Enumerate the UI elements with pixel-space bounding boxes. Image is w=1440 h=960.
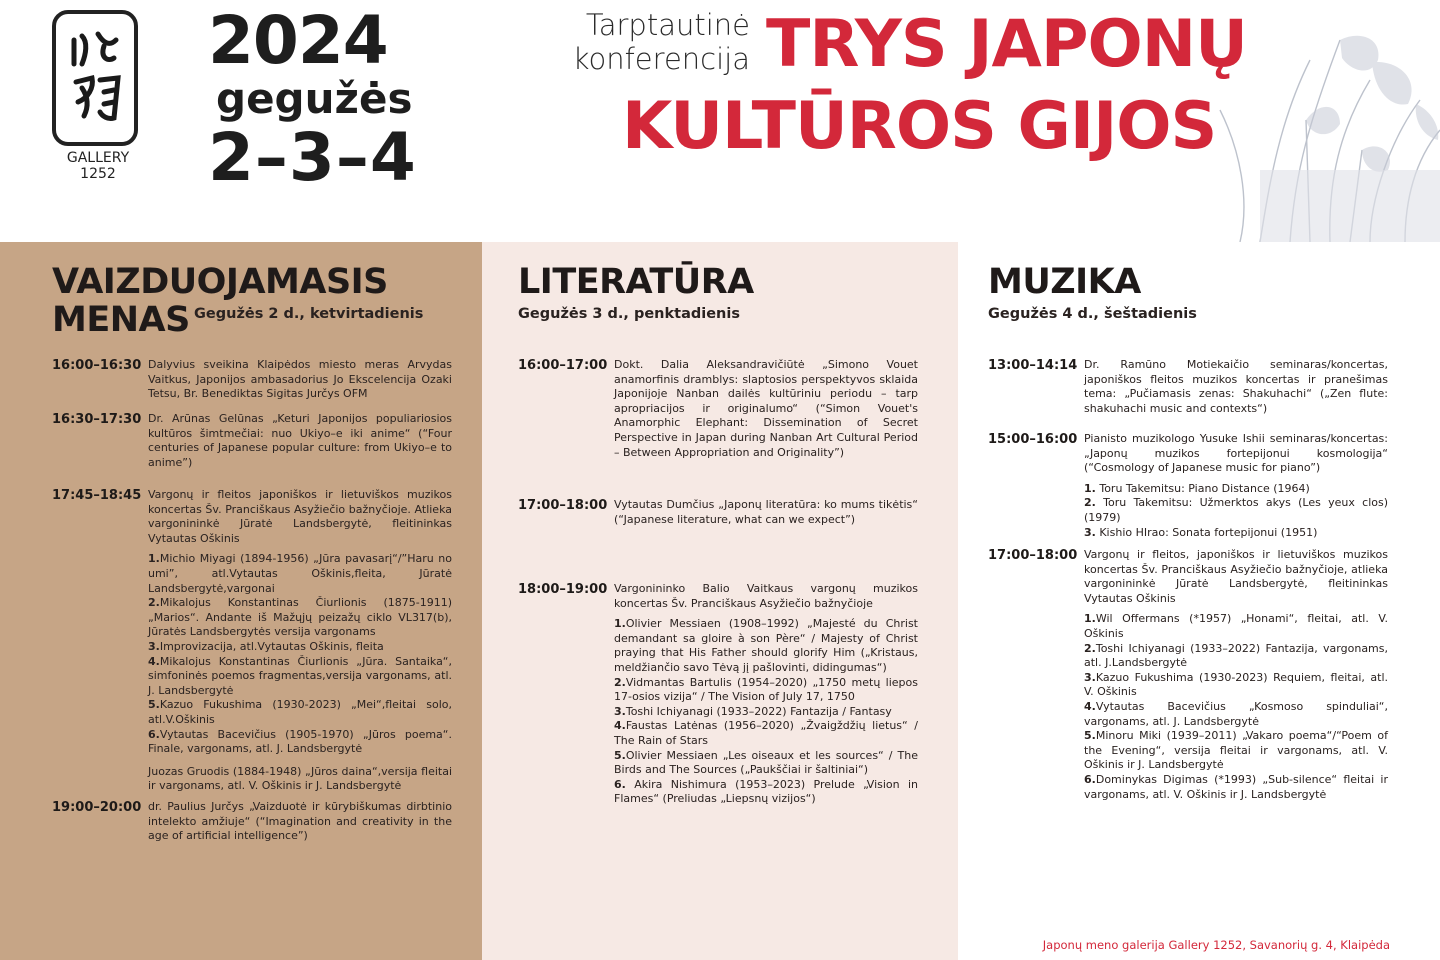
program-item: 3.Improvizacija, atl.Vytautas Oškinis, fleita: [148, 639, 384, 653]
slot-description: Vytautas Dumčius „Japonų literatūra: ko mums tikėtis“ (“Japanese literature, what can we expect”): [614, 498, 918, 526]
program-item: 3.Kazuo Fukushima (1930-2023) Requiem, fleitai, atl. V. Oškinis: [1084, 670, 1388, 699]
slot-description: Dalyvius sveikina Klaipėdos miesto meras Arvydas Vaitkus, Japonijos ambasadorius Jo Ekscelencija Ozaki Tetsu, Br. Benediktas Sigitas Jurčys OFM: [148, 358, 452, 401]
venue-address: Japonų meno galerija Gallery 1252, Savanorių g. 4, Klaipėda: [1042, 938, 1390, 952]
program-item: 2.Vidmantas Bartulis (1954–2020) „1750 metų liepos 17-osios vizija“ / The Vision of July 17, 1750: [614, 675, 918, 704]
slot-description: Dokt. Dalia Aleksandravičiūtė „Simono Vouet anamorfinis dramblys: slaptosios perspektyvos sklaida Japonijoje Nanban dailės kultūriniu periodu – tarp apropriacijos ir originalumo“ (“Simon Vouet's Anamorphic Elephant: Dissemination of Secret Perspective in Japan during Nanban Art Cultural Period – Between Appropriation and Originality”): [614, 358, 918, 459]
event-dates: [208, 2, 417, 196]
program-extra: Juozas Gruodis (1884-1948) „Jūros daina“,versija fleitai ir vargonams, atl. V. Oškinis ir J. Landsbergytė: [148, 764, 452, 793]
gallery-logo: [52, 10, 138, 146]
slot-description: Dr. Arūnas Gelūnas „Keturi Japonijos populiariosios kultūros šimtmečiai: nuo Ukiyo–e iki anime“ (“Four centuries of Japanese popular culture: from Ukiyo–e to anime”): [148, 412, 452, 469]
program-item: 6. Akira Nishimura (1953–2023) Prelude „Vision in Flames“ (Preliudas „Liepsnų vizijos“): [614, 777, 918, 806]
program-item: 1. Toru Takemitsu: Piano Distance (1964): [1084, 481, 1310, 495]
poster-header: [0, 0, 1440, 242]
program-list: [1084, 612, 1388, 802]
slot-time: 16:00–16:30: [52, 358, 142, 373]
program-item: 2.Mikalojus Konstantinas Čiurlionis (1875-1911) „Marios“. Andante iš Mažųjų peizažų ciklo VL317(b), Jūratės Landsbergytės versija vargonams: [148, 596, 452, 639]
slot-time: 17:00–18:00: [988, 548, 1078, 563]
conference-label: Tarptautinė konferencija: [572, 8, 750, 76]
column-literature: [482, 242, 958, 960]
slot-description: dr. Paulius Jurčys „Vaizduotė ir kūrybiškumas dirbtinio intelekto amžiuje“ (“Imagination and creativity in the age of artificial intelligence”): [148, 800, 452, 843]
slot-time: 16:30–17:30: [52, 412, 142, 427]
slot-time: 18:00–19:00: [518, 582, 608, 597]
section-title: MUZIKA: [988, 262, 1141, 302]
program-item: 4.Mikalojus Konstantinas Čiurlionis „Jūra. Santaika“, simfoninės poemos fragmentas,versija vargonams, atl. J. Landsbergytė: [148, 654, 452, 697]
slot-description: Pianisto muzikologo Yusuke Ishii seminaras/koncertas: „Japonų muzikos fortepijonui kosmologija“ (“Cosmology of Japanese music for piano”): [1084, 432, 1388, 475]
section-title-line2: MENAS: [52, 300, 190, 340]
slot-time: 13:00–14:14: [988, 358, 1078, 373]
conference-title-line2: KULTŪROS GIJOS: [622, 89, 1217, 164]
slot-time: 15:00–16:00: [988, 432, 1078, 447]
event-days: 2–3–4: [208, 119, 417, 196]
column-visual-arts: [0, 242, 482, 960]
slot-time: 19:00–20:00: [52, 800, 142, 815]
column-music: [958, 242, 1440, 960]
program-item: 2. Toru Takemitsu: Užmerktos akys (Les yeux clos) (1979): [1084, 496, 1388, 524]
program-item: 5.Minoru Miki (1939–2011) „Vakaro poema“/“Poem of the Evening“, versija fleitai ir vargonams, atl. V. Oškinis ir J. Landsbergytė: [1084, 729, 1388, 772]
program-item: 1.Olivier Messiaen (1908–1992) „Majesté du Christ demandant sa gloire à son Père“ / Majesty of Christ praying that His Father should glorify Him („Kristaus, meldžiančio savo Tėvą jį pašlovinti, didingumas“): [614, 617, 918, 674]
program-item: 6.Vytautas Bacevičius (1905-1970) „Jūros poema“. Finale, vargonams, atl. J. Landsbergytė: [148, 727, 452, 756]
slot-description: Vargonų ir fleitos, japoniškos ir lietuviškos muzikos koncertas Šv. Pranciškaus Asyžiečio bažnyčioje, atlieka vargonininkė Jūratė Landsbergytė, fleitininkas Vytautas Oškinis: [1084, 548, 1388, 605]
section-title-line1: VAIZDUOJAMASIS: [52, 262, 388, 302]
program-list: [148, 552, 452, 756]
section-date: Gegužės 3 d., penktadienis: [518, 306, 740, 322]
program-item: 2.Toshi Ichiyanagi (1933–2022) Fantazija, vargonams, atl. J.Landsbergytė: [1084, 641, 1388, 670]
gallery-name: GALLERY 1252: [66, 150, 130, 182]
slot-description: Dr. Ramūno Motiekaičio seminaras/koncertas, japoniškos fleitos muzikos koncertas ir pranešimas tema: „Pučiamasis zenas: Shakuhachi“ („Zen flute: shakuhachi music and contexts“): [1084, 358, 1388, 415]
calligraphy-logo-icon: [64, 24, 126, 132]
event-year: 2024: [208, 2, 388, 79]
event-month: gegužės: [216, 74, 413, 123]
program-list: [1084, 482, 1388, 540]
conference-title-line1: TRYS JAPONŲ: [766, 7, 1247, 82]
slot-description: Vargonų ir fleitos japoniškos ir lietuviškos muzikos koncertas Šv. Pranciškaus Asyžiečio bažnyčioje. Atlieka vargonininkė Jūratė Landsbergytė, fleitininkas Vytautas Oškinis: [148, 488, 452, 545]
slot-description: Vargonininko Balio Vaitkaus vargonų muzikos koncertas Šv. Pranciškaus Asyžiečio bažnyčioje: [614, 582, 918, 610]
program-item: 1.Michio Miyagi (1894-1956) „Jūra pavasarį“/”Haru no umi”, atl.Vytautas Oškinis,fleita, Jūratė Landsbergytė,vargonai: [148, 552, 452, 595]
section-title: LITERATŪRA: [518, 262, 754, 302]
program-item: 5.Olivier Messiaen „Les oiseaux et les sources“ / The Birds and The Sources („Paukščiai ir šaltiniai“): [614, 748, 918, 777]
program-item: 3. Kishio HIrao: Sonata fortepijonui (1951): [1084, 525, 1318, 539]
slot-time: 16:00–17:00: [518, 358, 608, 373]
program-item: 3.Toshi Ichiyanagi (1933–2022) Fantazija / Fantasy: [614, 704, 892, 718]
program-item: 5.Kazuo Fukushima (1930-2023) „Mei“,fleitai solo, atl.V.Oškinis: [148, 698, 452, 726]
program-item: 1.Wil Offermans (*1957) „Honami“, fleitai, atl. V. Oškinis: [1084, 612, 1388, 640]
slot-time: 17:45–18:45: [52, 488, 142, 503]
program-item: 6.Dominykas Digimas (*1993) „Sub-silence“ fleitai ir vargonams, atl. V. Oškinis ir J. Landsbergytė: [1084, 772, 1388, 801]
slot-time: 17:00–18:00: [518, 498, 608, 513]
program-item: 4.Vytautas Bacevičius „Kosmoso spinduliai“, vargonams, atl. J. Landsbergytė: [1084, 699, 1388, 728]
section-date: Gegužės 4 d., šeštadienis: [988, 306, 1197, 322]
section-date: Gegužės 2 d., ketvirtadienis: [194, 306, 424, 322]
program-item: 4.Faustas Latėnas (1956–2020) „Žvaigždžių lietus“ / The Rain of Stars: [614, 719, 918, 747]
program-list: [614, 617, 918, 807]
